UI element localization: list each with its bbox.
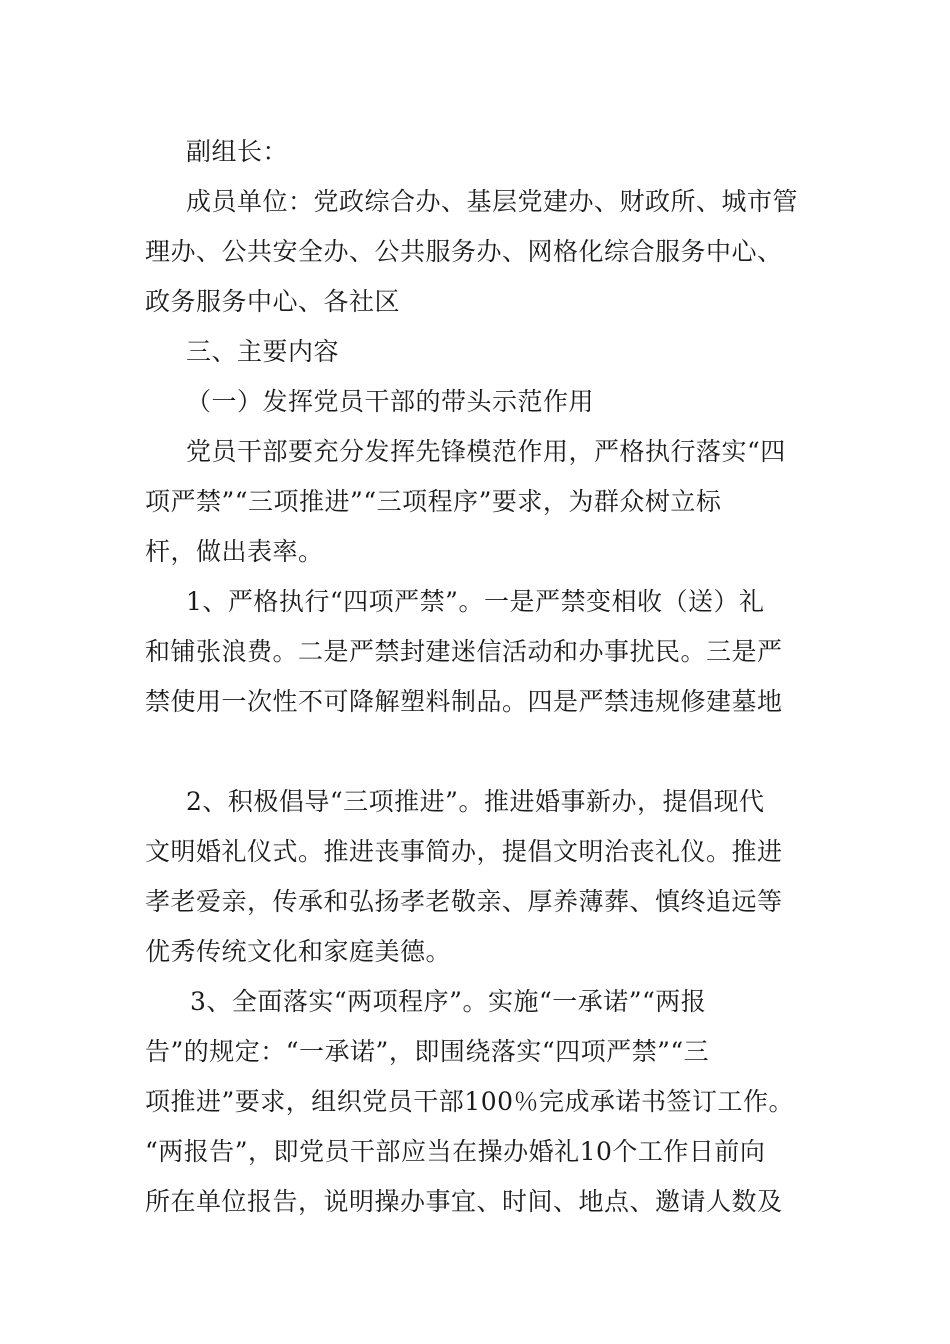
paragraph-item-1-line-3: 禁使用一次性不可降解塑料制品。四是严禁违规修建墓地	[145, 687, 783, 716]
paragraph-item-2-line-4: 优秀传统文化和家庭美德。	[145, 937, 452, 966]
text-line-member-units: 成员单位：党政综合办、基层党建办、财政所、城市管	[186, 187, 799, 216]
paragraph-item-2-line-2: 文明婚礼仪式。推进丧事简办，提倡文明治丧礼仪。推进	[145, 837, 783, 866]
paragraph-item-3-line-3: 项推进”要求，组织党员干部100％完成承诺书签订工作。	[145, 1087, 795, 1116]
paragraph-item-3-line-5: 所在单位报告，说明操办事宜、时间、地点、邀请人数及	[145, 1187, 783, 1216]
paragraph-leaders-line-3: 杆，做出表率。	[145, 537, 324, 566]
paragraph-leaders-line-2: 项严禁”“三项推进”“三项程序”要求，为群众树立标	[145, 487, 722, 516]
paragraph-item-2-line-3: 孝老爱亲，传承和弘扬孝老敬亲、厚养薄葬、慎终追远等	[145, 887, 783, 916]
paragraph-item-2-line-1: 2、积极倡导“三项推进”。推进婚事新办，提倡现代	[186, 787, 765, 816]
paragraph-leaders-line-1: 党员干部要充分发挥先锋模范作用，严格执行落实“四	[186, 437, 786, 466]
section-heading-main-content: 三、主要内容	[186, 337, 340, 366]
subsection-heading-one: （一）发挥党员干部的带头示范作用	[186, 387, 595, 416]
paragraph-item-3-line-4: “两报告”，即党员干部应当在操办婚礼10个工作日前向	[145, 1137, 766, 1166]
text-line-member-units-cont: 理办、公共安全办、公共服务办、网格化综合服务中心、	[145, 237, 783, 266]
paragraph-item-1-line-1: 1、严格执行“四项严禁”。一是严禁变相收（送）礼	[186, 587, 765, 616]
paragraph-item-3-line-2: 告”的规定：“一承诺”，即围绕落实“四项严禁”“三	[145, 1037, 710, 1066]
text-line-deputy-leader: 副组长：	[186, 137, 289, 166]
text-line-member-units-end: 政务服务中心、各社区	[145, 287, 401, 316]
paragraph-item-3-line-1: 3、全面落实“两项程序”。实施“一承诺”“两报	[190, 987, 707, 1016]
paragraph-item-1-line-2: 和铺张浪费。二是严禁封建迷信活动和办事扰民。三是严	[145, 637, 783, 666]
